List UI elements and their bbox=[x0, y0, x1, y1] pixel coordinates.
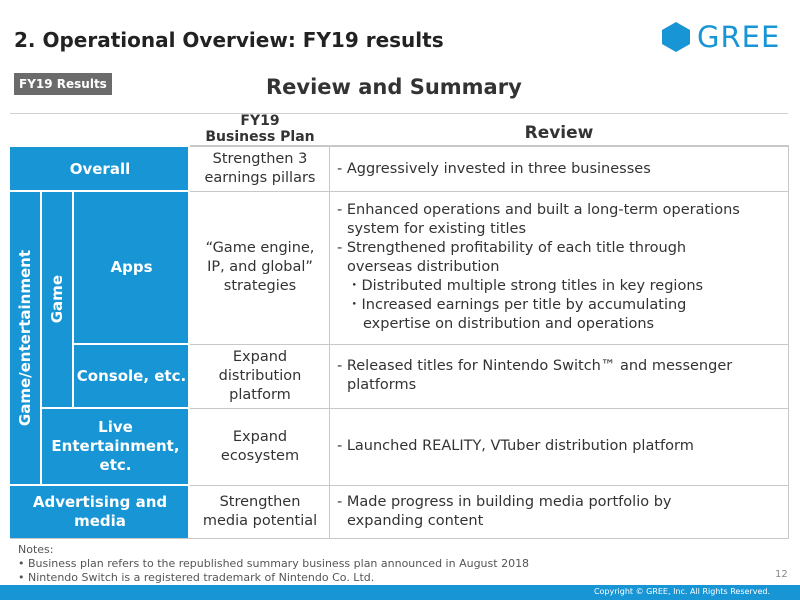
review-cell-console bbox=[330, 344, 788, 408]
note-item: • Nintendo Switch is a registered trademark of Nintendo Co. Ltd. bbox=[18, 571, 375, 584]
plan-line: media potential bbox=[202, 512, 318, 529]
notes bbox=[18, 543, 529, 585]
notes-heading: Notes: bbox=[18, 543, 54, 556]
footer-bar bbox=[0, 585, 800, 600]
review-cell-live bbox=[330, 408, 788, 485]
header-divider bbox=[10, 113, 788, 114]
blue-divider bbox=[73, 343, 190, 345]
review-cell-advertising bbox=[330, 485, 788, 538]
blue-divider bbox=[188, 147, 190, 538]
plan-line: distribution bbox=[218, 367, 302, 384]
column-header-review: Review bbox=[524, 123, 594, 143]
row-label-overall: Overall bbox=[10, 147, 190, 191]
group-label-game-entertainment bbox=[10, 191, 41, 485]
plan-cell-console bbox=[190, 344, 330, 408]
row-divider bbox=[190, 408, 788, 409]
plan-line: Strengthen bbox=[219, 493, 301, 510]
plan-line: strategies bbox=[223, 278, 297, 294]
plan-cell-advertising bbox=[190, 485, 330, 538]
copyright: Copyright © GREE, Inc. All Rights Reserved. bbox=[593, 587, 770, 596]
row-divider bbox=[190, 191, 788, 192]
plan-line: earnings pillars bbox=[204, 170, 316, 186]
plan-cell-apps bbox=[190, 191, 330, 344]
review-line: - Strengthened profitability of each title through bbox=[337, 240, 687, 256]
row-label-live-entertainment bbox=[41, 408, 190, 485]
group-label-text: Game/entertainment bbox=[16, 249, 34, 427]
row-label-apps: Apps bbox=[73, 191, 190, 344]
review-line: expertise on distribution and operations bbox=[363, 316, 655, 332]
group-label-game bbox=[41, 191, 73, 408]
plan-line: Expand bbox=[232, 428, 288, 445]
row-divider bbox=[190, 344, 788, 345]
blue-divider bbox=[41, 407, 190, 409]
plan-line: Strengthen 3 bbox=[212, 151, 308, 167]
row-label-advertising bbox=[10, 485, 190, 538]
column-header-plan-line: FY19 bbox=[240, 113, 280, 129]
review-cell-apps bbox=[330, 191, 788, 344]
row-label-line: Entertainment, bbox=[51, 437, 180, 455]
hexagon-logo-icon bbox=[661, 21, 691, 53]
review-cell-overall bbox=[330, 147, 788, 191]
plan-line: Expand bbox=[232, 348, 288, 365]
review-line: system for existing titles bbox=[347, 221, 527, 237]
plan-line: IP, and global” bbox=[207, 259, 313, 275]
review-line: - Aggressively invested in three businesses bbox=[337, 160, 651, 177]
gree-logo bbox=[661, 20, 780, 54]
row-label-console: Console, etc. bbox=[73, 344, 190, 408]
column-header-plan-line: Business Plan bbox=[205, 129, 315, 145]
note-item: • Business plan refers to the republished summary business plan announced in August 2018 bbox=[18, 557, 530, 570]
review-line: ・Increased earnings per title by accumulating bbox=[347, 297, 687, 313]
row-label-line: Live bbox=[98, 418, 133, 436]
page-title: 2. Operational Overview: FY19 results bbox=[14, 28, 444, 52]
column-divider bbox=[329, 147, 330, 538]
review-line: - Launched REALITY, VTuber distribution platform bbox=[337, 438, 694, 454]
plan-cell-live bbox=[190, 408, 330, 485]
row-divider bbox=[190, 485, 788, 486]
section-badge: FY19 Results bbox=[14, 73, 112, 95]
table-bottom-border bbox=[10, 538, 788, 539]
row-label-line: etc. bbox=[99, 456, 132, 474]
blue-divider bbox=[40, 191, 42, 485]
plan-line: platform bbox=[229, 386, 291, 403]
review-line: expanding content bbox=[347, 512, 484, 529]
review-line: overseas distribution bbox=[347, 259, 500, 275]
review-line: - Enhanced operations and built a long-term operations bbox=[337, 202, 740, 218]
blue-divider bbox=[10, 190, 190, 192]
row-label-line: media bbox=[74, 511, 126, 530]
group-label-text: Game bbox=[47, 275, 66, 324]
column-divider bbox=[788, 145, 789, 539]
page-number: 12 bbox=[775, 569, 788, 580]
logo-text: GREE bbox=[697, 20, 781, 54]
plan-line: ecosystem bbox=[220, 447, 300, 464]
page-subtitle: Review and Summary bbox=[266, 75, 522, 99]
plan-cell-overall bbox=[190, 147, 330, 191]
review-line: platforms bbox=[347, 377, 417, 393]
column-header-plan bbox=[190, 113, 330, 145]
row-label-line: Advertising and bbox=[32, 492, 168, 511]
blue-divider bbox=[72, 191, 74, 408]
table-top-border bbox=[190, 145, 788, 147]
review-line: - Released titles for Nintendo Switch™ and messenger bbox=[337, 358, 733, 374]
plan-line: “Game engine, bbox=[205, 240, 315, 256]
blue-divider bbox=[10, 484, 190, 486]
review-line: - Made progress in building media portfolio by bbox=[337, 493, 672, 510]
review-line: ・Distributed multiple strong titles in key regions bbox=[347, 278, 704, 294]
